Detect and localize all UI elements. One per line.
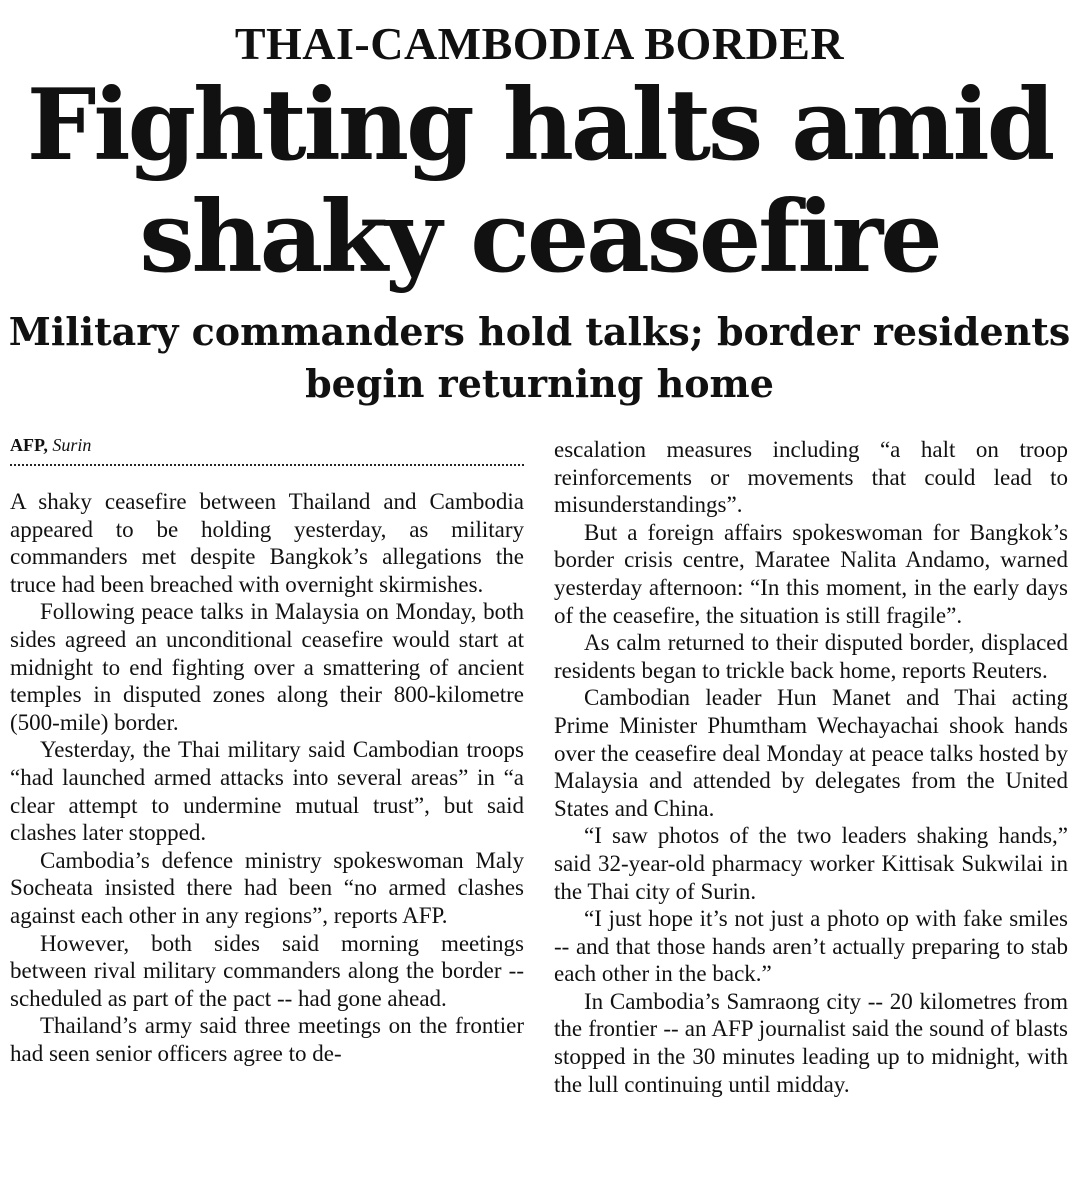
byline <box>10 430 524 466</box>
paragraph: escalation measures including “a halt on troop reinforcements or movements that could lead to misunderstandings”. <box>554 437 1068 518</box>
section-kicker: THAI-CAMBODIA BORDER <box>234 18 845 69</box>
article-column-left <box>10 430 524 1067</box>
byline-agency: AFP, <box>10 435 48 455</box>
paragraph: In Cambodia’s Samraong city -- 20 kilometres from the frontier -- an AFP journalist said the sound of blasts stopped in the 30 minutes leading up to midnight, with the lull continuing until midday. <box>554 988 1068 1097</box>
paragraph: “I saw photos of the two leaders shaking hands,” said 32-year-old pharmacy worker Kittisak Sukwilai in the Thai city of Surin. <box>554 823 1068 904</box>
byline-location: Surin <box>52 435 92 455</box>
headline: Fighting halts amid shaky ceasefire <box>26 68 1053 295</box>
paragraph: Cambodia’s defence ministry spokeswoman Maly Socheata insisted there had been “no armed clashes against each other in any regions”, reports AFP. <box>10 847 524 928</box>
deck-subheadline: Military commanders hold talks; border residents begin returning home <box>8 309 1071 406</box>
paragraph: A shaky ceasefire between Thailand and Cambodia appeared to be holding yesterday, as military commanders met despite Bangkok’s allegations the truce had been breached with overnight skirmishes. <box>10 489 524 597</box>
paragraph: However, both sides said morning meetings between rival military commanders along the border -- scheduled as part of the pact -- had gone ahead. <box>10 930 524 1011</box>
article-column-right <box>554 436 1068 1098</box>
paragraph: Cambodian leader Hun Manet and Thai acting Prime Minister Phumtham Wechayachai shook hands over the ceasefire deal Monday at peace talks hosted by Malaysia and attended by delegates from the United States and China. <box>554 685 1068 821</box>
paragraph: Thailand’s army said three meetings on the frontier had seen senior officers agree to de- <box>10 1013 524 1066</box>
paragraph: “I just hope it’s not just a photo op with fake smiles -- and that those hands aren’t actually preparing to stab each other in the back.” <box>554 906 1068 987</box>
paragraph: But a foreign affairs spokeswoman for Bangkok’s border crisis centre, Maratee Nalita Andamo, warned yesterday afternoon: “In this moment, in the early days of the ceasefire, the situation is still fragile”. <box>554 519 1068 628</box>
paragraph: Yesterday, the Thai military said Cambodian troops “had launched armed attacks into several areas” in “a clear attempt to undermine mutual trust”, but said clashes later stopped. <box>10 737 524 846</box>
paragraph: As calm returned to their disputed border, displaced residents began to trickle back home, reports Reuters. <box>554 630 1068 683</box>
paragraph: Following peace talks in Malaysia on Monday, both sides agreed an unconditional ceasefire would start at midnight to end fighting over a smattering of ancient temples in disputed zones along their 800-kilometre (500-mile) border. <box>10 599 524 735</box>
